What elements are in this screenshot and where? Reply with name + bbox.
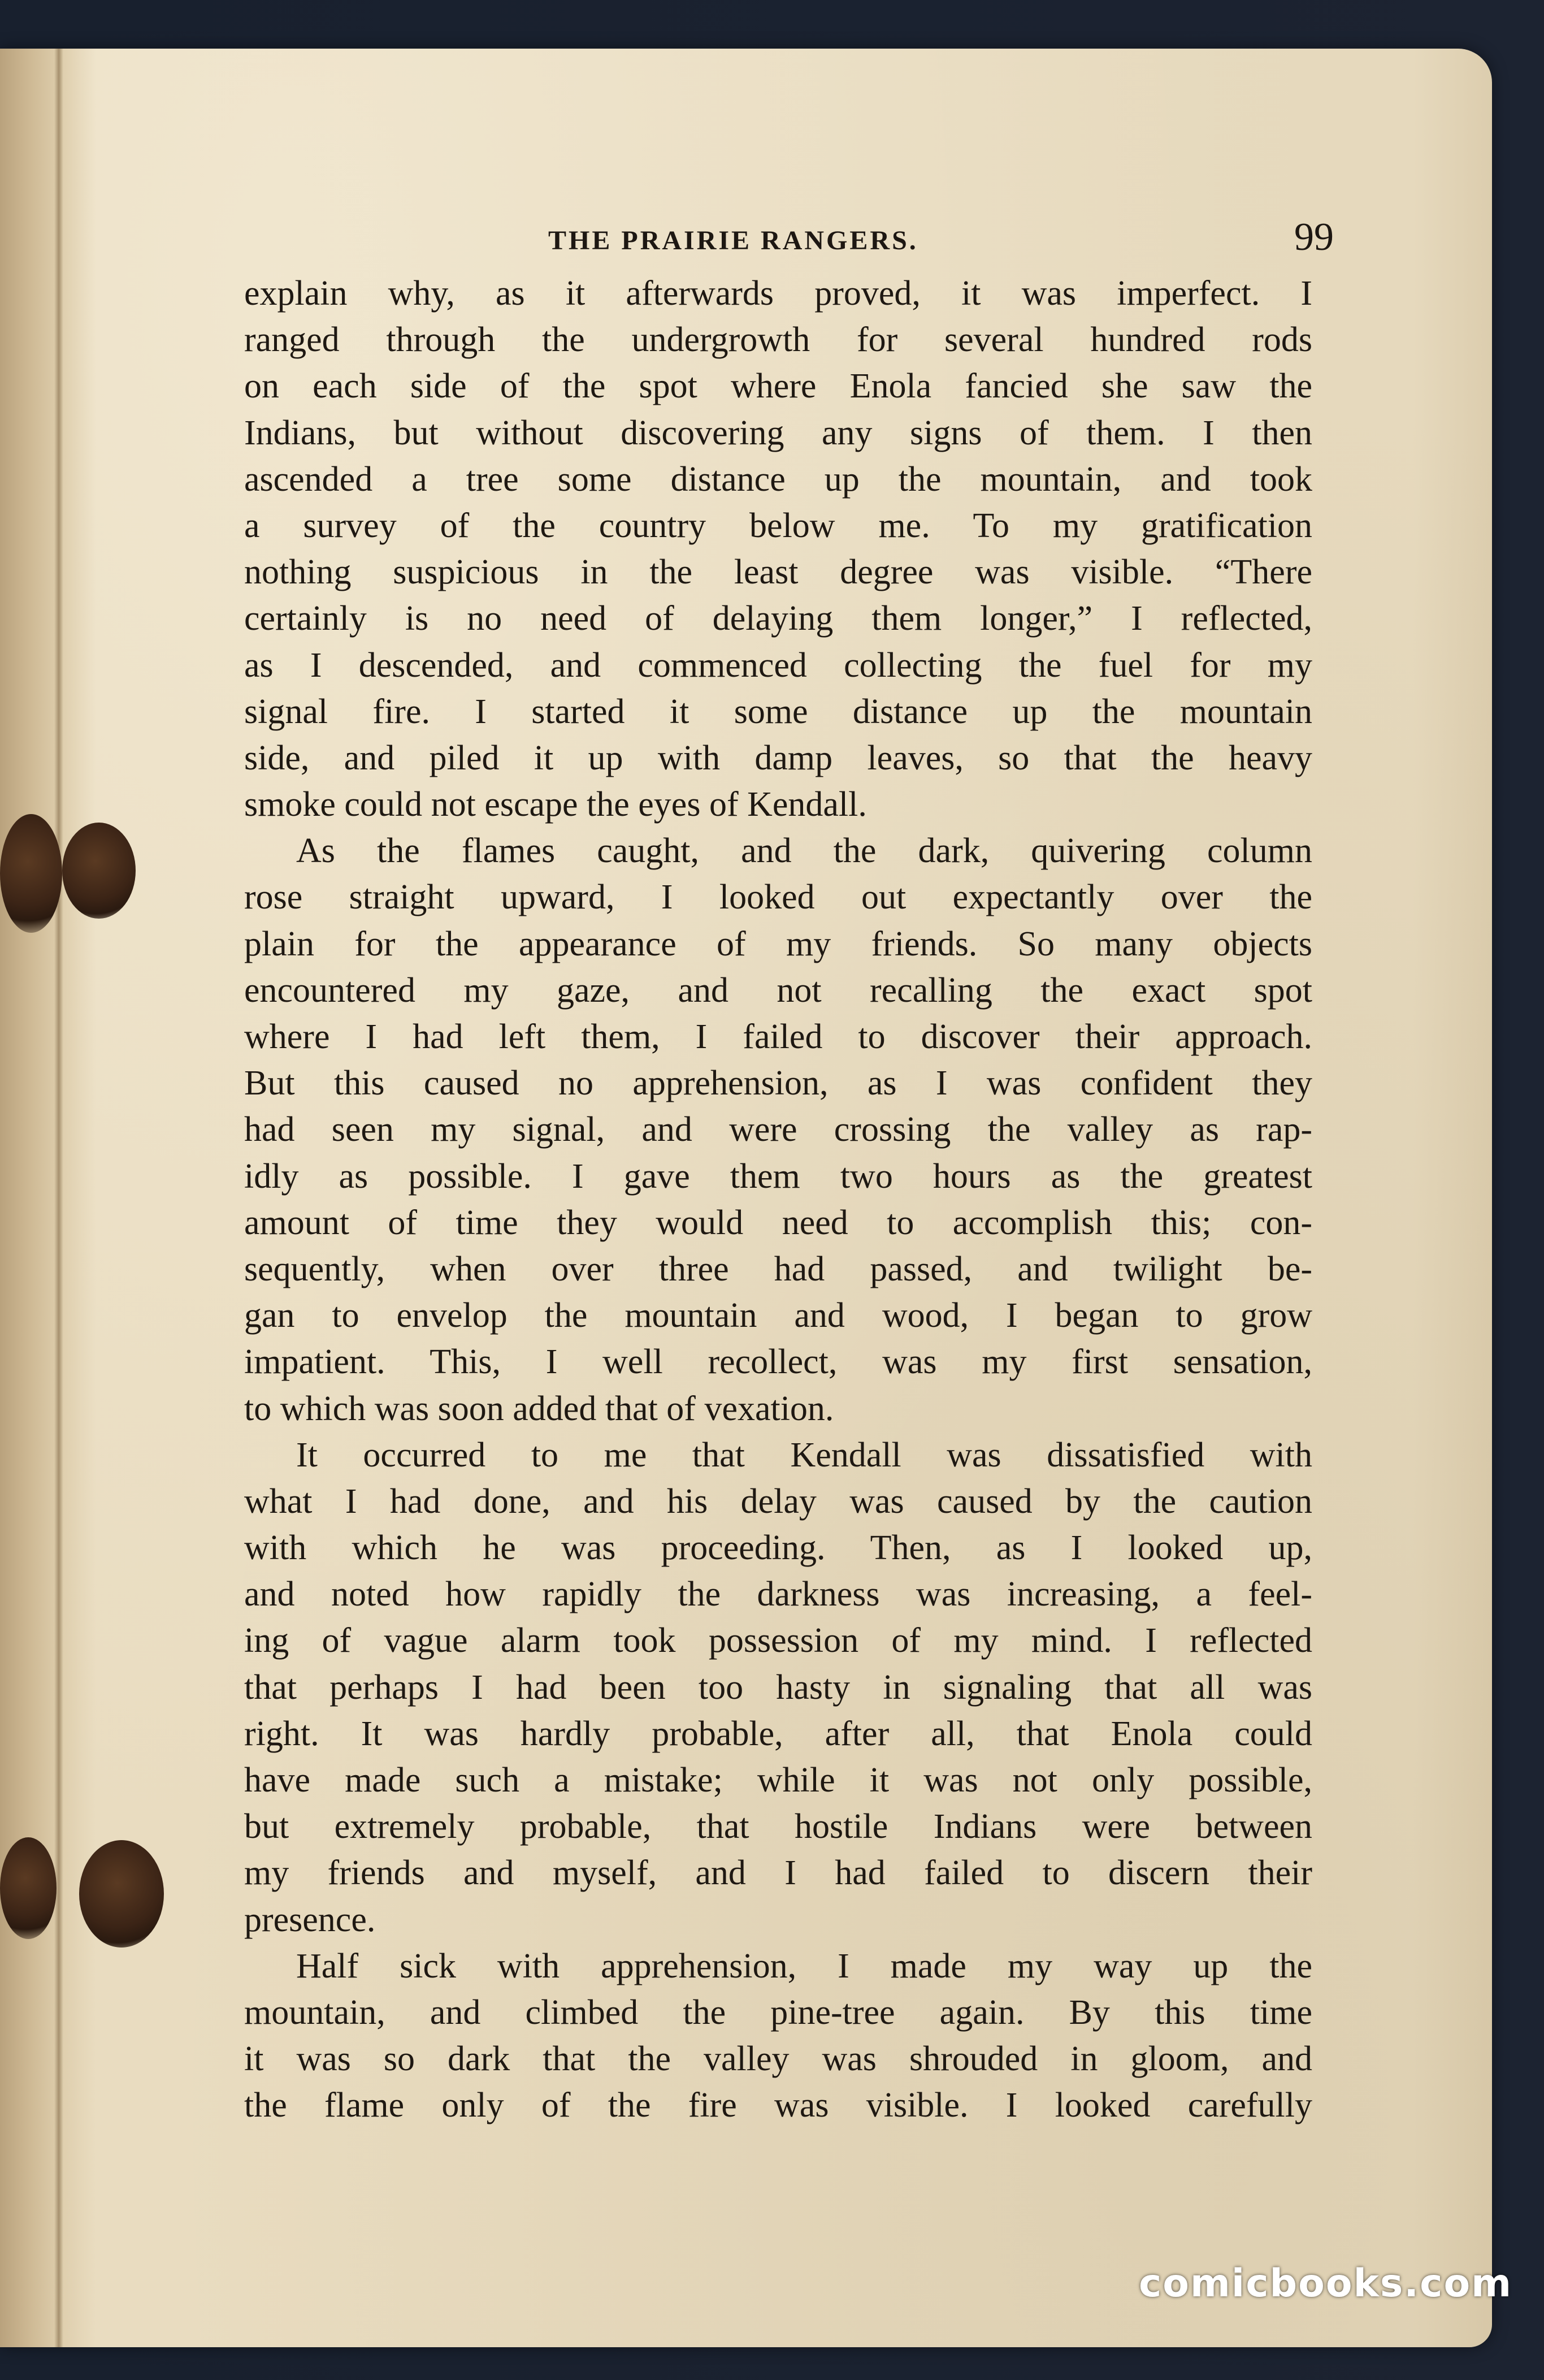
- text-line: that perhaps I had been too hasty in signaling that all was: [244, 1668, 1312, 1707]
- text-line: side, and piled it up with damp leaves, so that the heavy: [244, 738, 1312, 777]
- text-line: amount of time they would need to accomplish this; con-: [244, 1203, 1312, 1242]
- text-line: ranged through the undergrowth for several hundred rods: [244, 321, 1312, 360]
- text-line: sequently, when over three had passed, and twilight be-: [244, 1249, 1312, 1288]
- text-line: impatient. This, I well recollect, was my first sensation,: [244, 1343, 1312, 1382]
- running-head: THE PRAIRIE RANGERS.: [548, 226, 918, 256]
- text-line: the flame only of the fire was visible. I looked carefully: [244, 2086, 1312, 2125]
- binding-gutter: [0, 49, 96, 2347]
- spine-fold: [54, 49, 63, 2347]
- text-line: have made such a mistake; while it was not only possible,: [244, 1761, 1312, 1799]
- text-line: it was so dark that the valley was shrouded in gloom, and: [244, 2040, 1312, 2079]
- text-line: ing of vague alarm took possession of my mind. I reflected: [244, 1621, 1312, 1660]
- text-line: smoke could not escape the eyes of Kendall.: [244, 785, 867, 824]
- ink-stain-upper-2: [62, 823, 136, 919]
- text-line: It occurred to me that Kendall was dissatisfied with: [296, 1435, 1312, 1474]
- ink-stain-upper-1: [0, 814, 62, 933]
- page-number: 99: [1294, 215, 1334, 259]
- text-line: ascended a tree some distance up the mountain, and took: [244, 460, 1312, 499]
- text-line: But this caused no apprehension, as I was confident they: [244, 1064, 1312, 1103]
- text-line: encountered my gaze, and not recalling the exact spot: [244, 971, 1312, 1010]
- ink-stain-lower-2: [79, 1840, 164, 1948]
- text-line: to which was soon added that of vexation.: [244, 1389, 834, 1428]
- text-line: a survey of the country below me. To my gratification: [244, 506, 1312, 545]
- text-line: with which he was proceeding. Then, as I looked up,: [244, 1529, 1312, 1568]
- text-line: rose straight upward, I looked out expectantly over the: [244, 878, 1312, 917]
- text-line: Half sick with apprehension, I made my way up the: [296, 1946, 1312, 1985]
- text-line: presence.: [244, 1900, 376, 1939]
- text-line: nothing suspicious in the least degree was visible. “There: [244, 553, 1312, 592]
- text-line: mountain, and climbed the pine-tree again. By this time: [244, 1993, 1312, 2032]
- text-line: what I had done, and his delay was caused by the caution: [244, 1482, 1312, 1521]
- text-line: had seen my signal, and were crossing the valley as rap-: [244, 1110, 1312, 1149]
- text-line: As the flames caught, and the dark, quivering column: [296, 832, 1312, 871]
- text-line: idly as possible. I gave them two hours as the greatest: [244, 1157, 1312, 1196]
- text-line: Indians, but without discovering any signs of them. I then: [244, 413, 1312, 452]
- text-line: plain for the appearance of my friends. So many objects: [244, 924, 1312, 963]
- text-line: where I had left them, I failed to discover their approach.: [244, 1018, 1312, 1056]
- ink-stain-lower-1: [0, 1837, 57, 1939]
- watermark: comicbooks.com: [1139, 2261, 1513, 2306]
- text-line: but extremely probable, that hostile Indians were between: [244, 1807, 1312, 1846]
- text-line: certainly is no need of delaying them longer,” I reflected,: [244, 599, 1312, 638]
- text-line: explain why, as it afterwards proved, it was imperfect. I: [244, 274, 1312, 313]
- text-line: on each side of the spot where Enola fancied she saw the: [244, 367, 1312, 406]
- page-header: [249, 215, 1334, 266]
- text-line: gan to envelop the mountain and wood, I began to grow: [244, 1296, 1312, 1335]
- body-text: [244, 270, 1312, 2129]
- text-line: my friends and myself, and I had failed to discern their: [244, 1854, 1312, 1893]
- text-line: signal fire. I started it some distance up the mountain: [244, 692, 1312, 731]
- text-line: as I descended, and commenced collecting the fuel for my: [244, 646, 1312, 685]
- text-line: and noted how rapidly the darkness was increasing, a feel-: [244, 1575, 1312, 1614]
- text-line: right. It was hardly probable, after all, that Enola could: [244, 1714, 1312, 1753]
